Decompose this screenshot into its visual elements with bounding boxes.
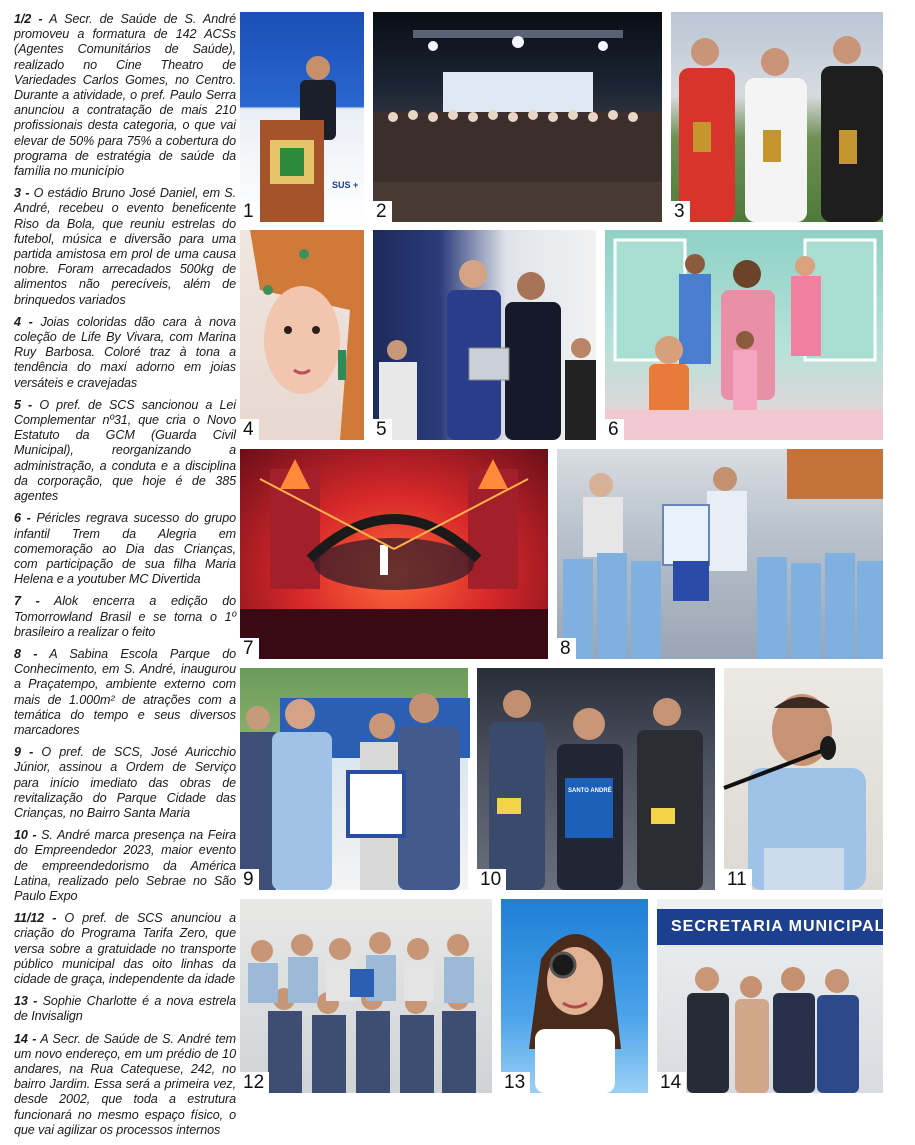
photo-2-scene	[373, 12, 662, 222]
caption-9	[14, 745, 236, 821]
photo-11	[724, 668, 883, 890]
caption-6	[14, 511, 236, 587]
caption-text: Sophie Charlotte é a nova estrela de Invisalign	[14, 994, 236, 1024]
caption-number: 5 -	[14, 397, 33, 412]
photo-label: 2	[373, 201, 392, 222]
photo-label: 3	[671, 201, 690, 222]
caption-number: 1/2 -	[14, 12, 43, 26]
photo-12	[240, 899, 492, 1093]
photo-11-scene	[724, 668, 883, 890]
caption-text: Péricles regrava sucesso do grupo infantil Trem da Alegria em comemoração ao Dia das Crianças, com participação de sua filha Maria Helena e a youtuber MC Divertida	[14, 511, 237, 587]
photo-label: 5	[373, 419, 392, 440]
photo-4	[240, 230, 364, 440]
photo-14-sign: SECRETARIA MUNICIPAL DE	[657, 909, 883, 945]
caption-7	[14, 594, 236, 640]
caption-3	[14, 186, 236, 308]
photo-label: 11	[724, 869, 752, 890]
photo-10-scene	[477, 668, 715, 890]
caption-10	[14, 828, 236, 904]
caption-text: S. André marca presença na Feira do Empreendedor 2023, maior evento de empreendedorismo da América Latina, realizado pelo Sebrae no São Paulo Expo	[14, 828, 236, 903]
caption-number: 11/12 -	[14, 911, 57, 926]
caption-text: A Secr. de Saúde de S. André promoveu a formatura de 142 ACSs (Agentes Comunitários de Saúde), realizado no Cine Theatro de Variedades Carlos Gomes, no Centro. Durante a atividade, o pref. Paulo Serra anunciou a contratação de mais 210 profissionais desta categoria, o que vai elevar de 50% para 75% a cobertura do programa de estratégia de saúde da família no município	[14, 12, 237, 179]
photo-label: 6	[605, 419, 624, 440]
caption-number: 13 -	[14, 994, 38, 1009]
caption-number: 7 -	[14, 594, 40, 609]
photo-4-scene	[240, 230, 364, 440]
caption-4	[14, 315, 236, 391]
svg-text:SUS +: SUS +	[332, 180, 359, 190]
photo-13	[501, 899, 648, 1093]
photo-3-scene	[671, 12, 883, 222]
photo-1	[240, 12, 364, 222]
caption-5	[14, 398, 236, 504]
photo-5-scene	[373, 230, 596, 440]
photo-label: 7	[240, 638, 259, 659]
caption-text: O pref. de SCS anunciou a criação do Programa Tarifa Zero, que versa sobre a gratuidade no transporte público municipal das oito linhas da cidade de graça, independente da idade	[14, 911, 236, 986]
photo-13-scene	[501, 899, 648, 1093]
caption-text: A Sabina Escola Parque do Conhecimento, em S. André, inaugurou a Praçatempo, ambiente externo com mais de 1.000m² de atrações com a temática do tempo e seus diversos marcadores	[14, 646, 237, 737]
photo-10	[477, 668, 715, 890]
caption-text: O pref. de SCS sancionou a Lei Complementar nº31, que cria o Novo Estatuto da GCM (Guarda Civil Municipal), reorganizando a administração, a conduta e a disciplina da corporação, que hoje é de 385 agentes	[14, 397, 236, 504]
photo-1-scene	[240, 12, 364, 222]
photo-9-scene	[240, 668, 468, 890]
photo-9	[240, 668, 468, 890]
photo-8-scene	[557, 449, 883, 659]
photo-5	[373, 230, 596, 440]
photo-3	[671, 12, 883, 222]
caption-text: Alok encerra a edição do Tomorrowland Brasil e se torna o 1º brasileiro a realizar o feito	[14, 594, 236, 639]
caption-number: 9 -	[14, 745, 34, 760]
caption-number: 14 -	[14, 1031, 37, 1046]
photo-6-scene	[605, 230, 883, 440]
photo-label: 14	[657, 1072, 686, 1093]
photo-7-scene	[240, 449, 548, 659]
photo-10-magazine-title: SANTO ANDRÉ	[568, 788, 612, 794]
caption-column	[14, 12, 236, 1145]
photo-6	[605, 230, 883, 440]
photo-12-scene	[240, 899, 492, 1093]
photo-14	[657, 899, 915, 1093]
caption-number: 8 -	[14, 646, 38, 661]
caption-text: O pref. de SCS, José Auricchio Júnior, assinou a Ordem de Serviço para início imediato das obras de revitalização do Parque Cidade das Crianças, no Bairro Santa Maria	[14, 745, 236, 820]
photo-label: 10	[477, 869, 506, 890]
caption-number: 3 -	[14, 186, 30, 201]
caption-14	[14, 1032, 236, 1138]
photo-14-scene	[657, 899, 883, 1093]
photo-8	[557, 449, 883, 659]
caption-1-2	[14, 12, 236, 179]
caption-text: A Secr. de Saúde de S. André tem um novo endereço, em um prédio de 10 andares, na Rua Catequese, 242, no bairro Jardim. Essa será a primeira vez, desde 2002, que toda a estrutura funcionará no mesmo espaço físico, o que vai agilizar os processos internos	[14, 1031, 236, 1137]
photo-2	[373, 12, 662, 222]
caption-number: 4 -	[14, 314, 33, 329]
photo-label: 4	[240, 419, 259, 440]
photo-label: 13	[501, 1072, 530, 1093]
photo-label: 12	[240, 1072, 269, 1093]
photo-label: 9	[240, 869, 259, 890]
caption-11-12	[14, 911, 236, 987]
photo-label: 1	[240, 201, 259, 222]
photo-7	[240, 449, 548, 659]
caption-text: O estádio Bruno José Daniel, em S. André, recebeu o evento beneficente Riso da Bola, que reuniu estrelas do futebol, música e diversão para uma partida amistosa em prol de uma causa nobre. Foram arrecadados 500kg de alimentos não perecíveis, além de brinquedos variados	[14, 186, 236, 307]
caption-8	[14, 647, 236, 738]
photo-label: 8	[557, 638, 576, 659]
caption-text: Joias coloridas dão cara à nova coleção de Life By Vivara, com Marina Ruy Barbosa. Coloré traz à tona a tendência do maxi adorno em joias versáteis e cravejadas	[14, 314, 236, 390]
caption-number: 10 -	[14, 828, 37, 843]
caption-number: 6 -	[14, 511, 31, 526]
caption-13	[14, 994, 236, 1024]
